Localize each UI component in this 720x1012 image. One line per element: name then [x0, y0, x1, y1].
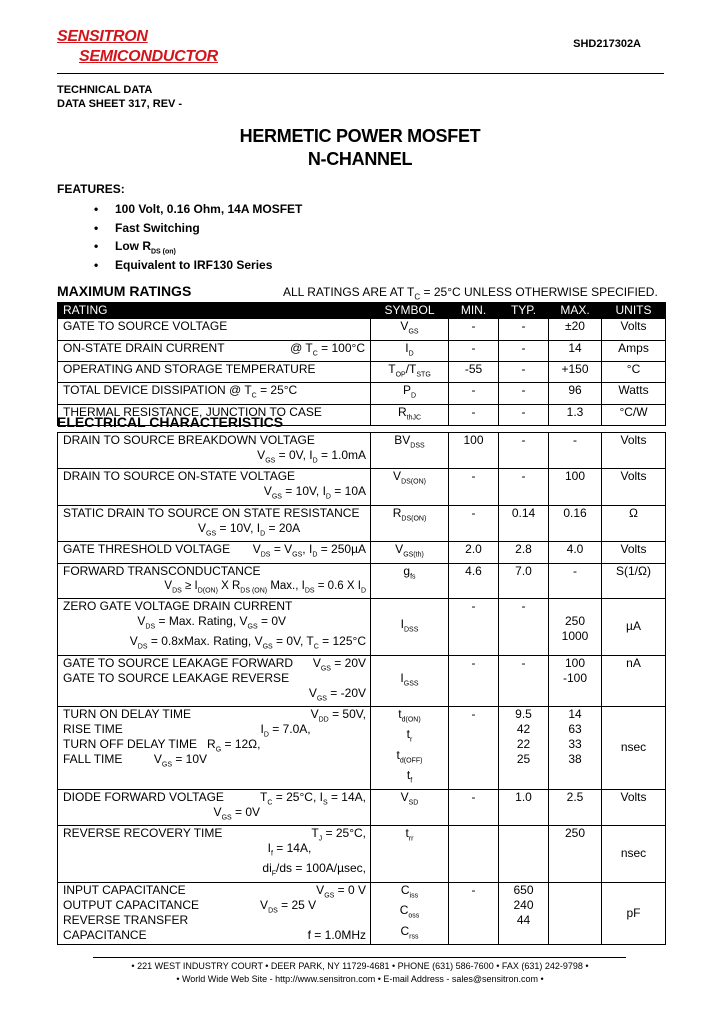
header-divider — [57, 73, 664, 74]
table-row — [58, 882, 666, 944]
min-cell: - — [449, 598, 499, 655]
feature-item: • Equivalent to IRF130 Series — [94, 256, 302, 275]
units-cell: µA — [602, 598, 666, 655]
feature-text: Low R — [115, 239, 151, 253]
min-cell: - — [449, 383, 499, 404]
units-cell: Watts — [602, 383, 666, 404]
parameter-cell: GATE TO SOURCE LEAKAGE FORWARD $V_{GS} = 20V$ GATE TO SOURCE LEAKAGE REVERSE $V_{GS} = -20V$ — [58, 655, 371, 706]
symbol-cell: $R_{DS(ON)}$ — [371, 505, 449, 541]
footer-web: • World Wide Web Site - http://www.sensitron.com • E-mail Address - sales@sensitron.com • — [176, 974, 544, 984]
column-header: MAX. — [549, 303, 602, 319]
min-cell: - — [449, 789, 499, 825]
feature-item: • 100 Volt, 0.16 Ohm, 14A MOSFET — [94, 200, 302, 219]
units-cell: nsec — [602, 825, 666, 882]
typ-cell — [499, 825, 549, 882]
table-row — [58, 505, 666, 541]
units-cell: °C — [602, 361, 666, 382]
min-cell: -55 — [449, 361, 499, 382]
min-cell: - — [449, 505, 499, 541]
parameter-cell: INPUT CAPACITANCE $V_{GS} = 0$ V OUTPUT CAPACITANCE $V_{DS} = 25$ V REVERSE TRANSFER CAPACITANCE f = 1.0MHz — [58, 882, 371, 944]
symbol-cell: $t_{d(ON)}$ $t_r$ $t_{d(OFF)}$ $t_f$ — [371, 707, 449, 790]
units-cell: Volts — [602, 433, 666, 469]
max-cell: - — [549, 433, 602, 469]
typ-cell: - — [499, 361, 549, 382]
min-cell: - — [449, 882, 499, 944]
table-row — [58, 319, 666, 340]
parameter-cell: DRAIN TO SOURCE BREAKDOWN VOLTAGE $V_{GS} = 0V$, $I_D = 1.0mA$ — [58, 433, 371, 469]
table-row — [58, 361, 666, 382]
parameter-cell: ZERO GATE VOLTAGE DRAIN CURRENT $V_{DS}$ = Max. Rating, $V_{GS} = 0V$ $V_{DS}$ = 0.8xMax. Rating, $V_{GS} = 0V$, $T_C = 125^\circ C$ — [58, 598, 371, 655]
units-cell: nsec — [602, 707, 666, 790]
rating-cell: ON-STATE DRAIN CURRENT @ $T_C = 100^\circ C$ — [58, 340, 371, 361]
max-cell: 14 63 33 38 — [549, 707, 602, 790]
typ-cell: 0.14 — [499, 505, 549, 541]
units-cell: Volts — [602, 469, 666, 505]
table-row — [58, 433, 666, 469]
max-cell — [549, 882, 602, 944]
rating-cell: GATE TO SOURCE VOLTAGE — [58, 319, 371, 340]
symbol-cell: $V_{DS(ON)}$ — [371, 469, 449, 505]
footer-address: • 221 WEST INDUSTRY COURT • DEER PARK, NY 11729-4681 • PHONE (631) 586-7600 • FAX (631) 242-9798 • — [131, 961, 589, 971]
max-cell: - — [549, 563, 602, 598]
units-cell: S(1/Ω) — [602, 563, 666, 598]
typ-cell: 650 240 44 — [499, 882, 549, 944]
max-ratings-table — [57, 302, 666, 426]
symbol-cell: $BV_{DSS}$ — [371, 433, 449, 469]
units-cell: pF — [602, 882, 666, 944]
footer-divider — [93, 957, 626, 958]
column-header: MIN. — [449, 303, 499, 319]
units-cell: Volts — [602, 319, 666, 340]
features-heading: FEATURES: — [57, 182, 125, 196]
typ-cell: - — [499, 598, 549, 655]
part-number: SHD217302A — [573, 38, 641, 50]
max-cell: 100 — [549, 469, 602, 505]
units-cell: Volts — [602, 789, 666, 825]
symbol-cell: $I_{GSS}$ — [371, 655, 449, 706]
max-cell: +150 — [549, 361, 602, 382]
symbol-cell: $g_{fs}$ — [371, 563, 449, 598]
min-cell: - — [449, 655, 499, 706]
min-cell: - — [449, 707, 499, 790]
rating-cell: THERMAL RESISTANCE, JUNCTION TO CASE — [58, 404, 371, 425]
table-row — [58, 383, 666, 404]
max-cell: 250 — [549, 825, 602, 882]
technical-data-label: TECHNICAL DATA — [57, 84, 153, 96]
logo-semiconductor: SEMICONDUCTOR — [79, 48, 218, 65]
feature-item — [94, 237, 302, 256]
max-cell: 250 1000 — [549, 598, 602, 655]
min-cell — [449, 825, 499, 882]
title-line1: HERMETIC POWER MOSFET — [239, 126, 481, 146]
parameter-cell: STATIC DRAIN TO SOURCE ON STATE RESISTANCE $V_{GS} = 10V$, $I_D = 20A$ — [58, 505, 371, 541]
max-cell: 14 — [549, 340, 602, 361]
rating-cell: TOTAL DEVICE DISSIPATION @ $T_C = 25^\circ C$ — [58, 383, 371, 404]
typ-cell: 2.8 — [499, 542, 549, 563]
footer — [0, 960, 720, 986]
symbol-cell: $P_D$ — [371, 383, 449, 404]
table-header-row — [58, 303, 666, 319]
parameter-cell: FORWARD TRANSCONDUCTANCE $V_{DS} \ge I_{D(ON)}$ X $R_{DS (ON)}$ Max., $I_{DS} = 0.6$ X $I_D$ — [58, 563, 371, 598]
symbol-cell: $R_{thJC}$ — [371, 404, 449, 425]
units-cell: nA — [602, 655, 666, 706]
max-cell: 0.16 — [549, 505, 602, 541]
typ-cell: 9.5 42 22 25 — [499, 707, 549, 790]
units-cell: Ω — [602, 505, 666, 541]
min-cell: - — [449, 404, 499, 425]
typ-cell: - — [499, 383, 549, 404]
min-cell: 100 — [449, 433, 499, 469]
min-cell: - — [449, 340, 499, 361]
parameter-cell: DRAIN TO SOURCE ON-STATE VOLTAGE $V_{GS} = 10V$, $I_D = 10A$ — [58, 469, 371, 505]
typ-cell: 1.0 — [499, 789, 549, 825]
typ-cell: - — [499, 655, 549, 706]
feature-subscript: DS (on) — [151, 248, 176, 256]
min-cell: - — [449, 319, 499, 340]
min-cell: 2.0 — [449, 542, 499, 563]
table-row — [58, 598, 666, 655]
features-list — [94, 200, 302, 274]
electrical-table — [57, 432, 666, 945]
max-cell: 100 -100 — [549, 655, 602, 706]
table-row — [58, 340, 666, 361]
symbol-cell: $V_{SD}$ — [371, 789, 449, 825]
units-cell: Volts — [602, 542, 666, 563]
table-row — [58, 542, 666, 563]
parameter-cell: DIODE FORWARD VOLTAGE $T_C = 25^\circ C$, $I_S = 14A$, $V_{GS} = 0V$ — [58, 789, 371, 825]
technical-data-block — [57, 83, 182, 111]
table-row — [58, 707, 666, 790]
column-header: UNITS — [602, 303, 666, 319]
typ-cell: - — [499, 319, 549, 340]
table-row — [58, 789, 666, 825]
ratings-note: ALL RATINGS ARE AT $T_C = 25^\circ C$ UNLESS OTHERWISE SPECIFIED. — [283, 285, 658, 302]
min-cell: - — [449, 469, 499, 505]
units-cell: °C/W — [602, 404, 666, 425]
table-row — [58, 563, 666, 598]
column-header: TYP. — [499, 303, 549, 319]
typ-cell: 7.0 — [499, 563, 549, 598]
table-row — [58, 825, 666, 882]
page-title — [0, 125, 720, 171]
max-cell: 4.0 — [549, 542, 602, 563]
feature-item: • Fast Switching — [94, 219, 302, 238]
parameter-cell: GATE THRESHOLD VOLTAGE $V_{DS} = V_{GS}$, $I_D = 250\mu A$ — [58, 542, 371, 563]
parameter-cell: TURN ON DELAY TIME $V_{DD} = 50V$, RISE TIME $I_D = 7.0A$, TURN OFF DELAY TIME $R_G = 12\Omega$, FALL TIME $V_{GS} = 10V$ — [58, 707, 371, 790]
title-line2: N-CHANNEL — [307, 149, 413, 169]
table-row — [58, 469, 666, 505]
max-cell: ±20 — [549, 319, 602, 340]
parameter-cell: REVERSE RECOVERY TIME $T_J = 25^\circ C$, $I_f = 14A$, $di_F/ds = 100A/\mu\sec$, — [58, 825, 371, 882]
column-header: RATING — [58, 303, 371, 319]
max-cell: 1.3 — [549, 404, 602, 425]
max-cell: 96 — [549, 383, 602, 404]
typ-cell: - — [499, 404, 549, 425]
symbol-cell: $I_{DSS}$ — [371, 598, 449, 655]
table-row — [58, 655, 666, 706]
logo-sensitron: SENSITRON — [57, 28, 148, 45]
symbol-cell: $t_{rr}$ — [371, 825, 449, 882]
data-sheet-revision: DATA SHEET 317, REV - — [57, 98, 183, 110]
symbol-cell: $C_{iss}$ $C_{oss}$ $C_{rss}$ — [371, 882, 449, 944]
rating-cell: OPERATING AND STORAGE TEMPERATURE — [58, 361, 371, 382]
max-ratings-heading: MAXIMUM RATINGS — [57, 283, 192, 299]
electrical-heading: ELECTRICAL CHARACTERISTICS — [57, 414, 284, 430]
max-cell: 2.5 — [549, 789, 602, 825]
units-cell: Amps — [602, 340, 666, 361]
column-header: SYMBOL — [371, 303, 449, 319]
symbol-cell: $I_D$ — [371, 340, 449, 361]
symbol-cell: $V_{GS(th)}$ — [371, 542, 449, 563]
typ-cell: - — [499, 469, 549, 505]
typ-cell: - — [499, 433, 549, 469]
min-cell: 4.6 — [449, 563, 499, 598]
symbol-cell: $T_{OP}/T_{STG}$ — [371, 361, 449, 382]
symbol-cell: $V_{GS}$ — [371, 319, 449, 340]
typ-cell: - — [499, 340, 549, 361]
